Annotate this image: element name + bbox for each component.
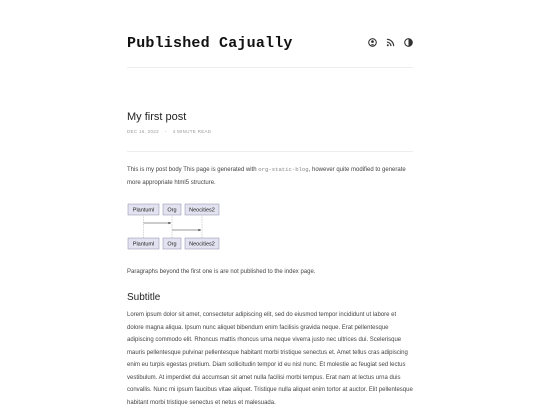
site-title[interactable]: Published Cajually [127, 35, 293, 52]
post-divider [127, 151, 413, 152]
read-time: 4 MINUTE READ [172, 129, 212, 134]
participant-label-org-bottom: Org [167, 241, 177, 248]
intro-text-after: , however quite modified to generate more appropriate html5 structure. [127, 167, 406, 186]
post-meta [127, 128, 211, 136]
intro-paragraph [127, 164, 413, 189]
sequence-diagram [127, 203, 227, 253]
participant-label-neocities-bottom: Neocities2 [189, 241, 215, 248]
participant-label-plantuml-top: Plantuml [132, 207, 155, 214]
participant-label-neocities-top: Neocities2 [189, 207, 215, 214]
intro-text-before: This is my post body This page is generated with [127, 167, 259, 173]
post-date: DEC 16, 2022 [127, 129, 159, 134]
contrast-icon[interactable] [404, 38, 413, 47]
page [127, 0, 413, 406]
intro-code: org-static-blog [258, 166, 309, 173]
beyond-paragraph: Paragraphs beyond the first one is are not published to the index page. [127, 269, 316, 275]
post-title[interactable]: My first post [127, 111, 187, 123]
participant-label-plantuml-bottom: Plantuml [132, 241, 155, 248]
meta-separator: - [164, 129, 167, 134]
arrowhead-2 [199, 229, 202, 231]
header-icons [368, 38, 413, 47]
rss-icon[interactable] [386, 38, 395, 47]
lorem-paragraph: Lorem ipsum dolor sit amet, consectetur adipiscing elit, sed do eiusmod tempor incididunt ut labore et dolore magna aliqua. Ipsum nunc aliquet bibendum enim facilisis gravida neque. Erat pellentesque adipiscing commodo elit. Rhoncus mattis rhoncus urna neque viverra justo nec ultrices dui. Scelerisque mauris pellentesque pulvinar pellentesque habitant morbi tristique senectus et. Amet tellus cras adipiscing enim eu turpis egestas pretium. Diam sollicitudin tempor id eu nisl nunc. Et molestie ac feugiat sed lectus vestibulum. At imperdiet dui accumsan sit amet nulla facilisi morbi tempus. Erat nam at lectus urna duis convallis. Nunc mi ipsum faucibus vitae aliquet. Tristique nulla aliquet enim tortor at auctor. Elit pellentesque habitant morbi tristique senectus et netus et malesuada. [127, 312, 413, 406]
subtitle-heading: Subtitle [127, 292, 161, 303]
participant-label-org-top: Org [167, 207, 177, 214]
user-icon[interactable] [368, 38, 377, 47]
arrowhead-1 [169, 222, 172, 224]
site-header [127, 0, 413, 68]
